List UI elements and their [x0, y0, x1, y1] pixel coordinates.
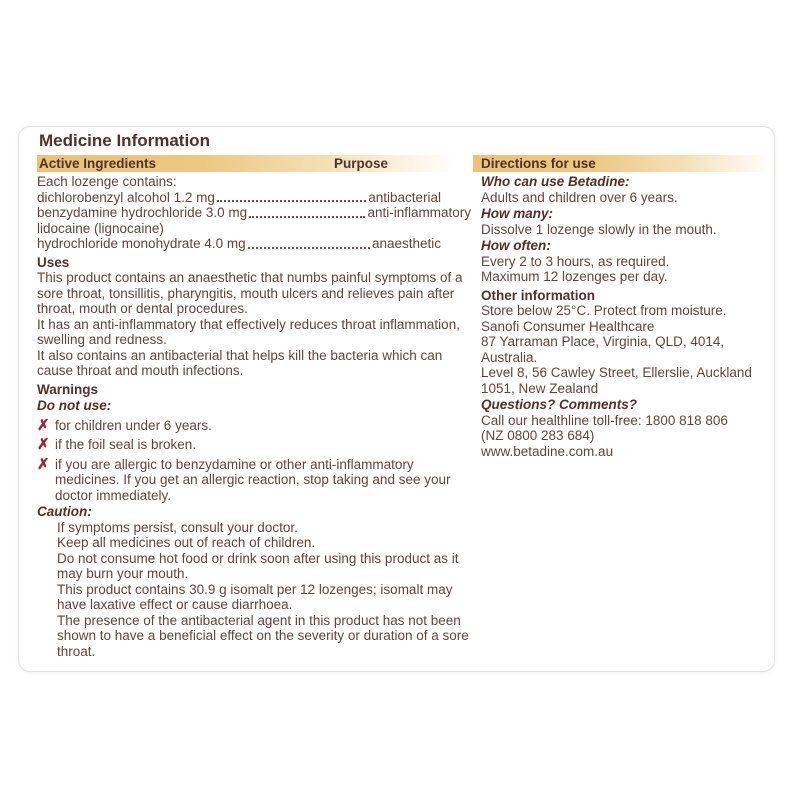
ingredient-row	[37, 205, 471, 221]
questions-comments-header: Questions? Comments?	[481, 397, 638, 412]
right-column	[473, 155, 773, 659]
uses-paragraph: It has an anti-inflammatory that effectively reduces throat inflammation, swelling and redness.	[37, 316, 460, 347]
ingredient-name: benzydamine hydrochloride 3.0 mg	[37, 205, 248, 220]
ingredient-purpose: anti-inflammatory	[367, 205, 471, 220]
medicine-information-panel	[18, 126, 775, 672]
panel-title: Medicine Information	[39, 131, 210, 150]
other-information-header: Other information	[481, 287, 595, 303]
x-mark-icon: ✗	[37, 416, 50, 434]
other-information-text: Sanofi Consumer Healthcare	[481, 318, 655, 334]
do-not-use-text: for children under 6 years.	[55, 417, 212, 433]
directions-header: Directions for use	[481, 156, 596, 171]
uses-header: Uses	[37, 254, 70, 270]
warnings-header: Warnings	[37, 381, 99, 397]
other-information-text: Level 8, 56 Cawley Street, Ellerslie, Auckland 1051, New Zealand	[481, 365, 752, 396]
ingredient-row	[37, 221, 471, 237]
directions-content	[473, 174, 773, 459]
ingredient-name: hydrochloride monohydrate 4.0 mg	[37, 236, 246, 251]
x-mark-icon: ✗	[37, 455, 50, 473]
do-not-use-text: if you are allergic to benzydamine or other anti-inflammatory medicines. If you get an allergic reaction, stop taking and see your doctor immediately.	[55, 456, 451, 503]
website-text: www.betadine.com.au	[481, 443, 614, 459]
do-not-use-text: if the foil seal is broken.	[55, 437, 197, 452]
ingredients-intro: Each lozenge contains:	[37, 174, 177, 189]
active-ingredients-header-bar	[37, 155, 454, 172]
ingredient-purpose: antibacterial	[368, 189, 441, 205]
uses-paragraph: This product contains an anaesthetic that numbs painful symptoms of a sore throat, tonsillitis, pharyngitis, mouth ulcers and relieves pain after throat, mouth or dental procedures.	[37, 270, 463, 316]
columns	[37, 155, 774, 659]
caution-list	[57, 520, 471, 660]
healthline-text: Call our healthline toll-free: 1800 818 806	[481, 412, 728, 428]
caution-item: Do not consume hot food or drink soon after using this product as it may burn your mouth.	[57, 550, 459, 581]
ingredient-row	[37, 190, 441, 206]
x-mark-icon: ✗	[37, 436, 50, 453]
uses-paragraph: It also contains an antibacterial that helps kill the bacteria which can cause throat and mouth infections.	[37, 347, 443, 378]
ingredient-purpose: anaesthetic	[371, 236, 441, 251]
how-many-header: How many:	[481, 206, 554, 221]
purpose-header: Purpose	[334, 156, 389, 171]
caution-header: Caution:	[37, 504, 92, 519]
how-many-text: Dissolve 1 lozenge slowly in the mouth.	[481, 221, 717, 237]
how-often-text: Every 2 to 3 hours, as required.	[481, 253, 670, 269]
who-can-use-text: Adults and children over 6 years.	[481, 189, 678, 205]
how-often-header: How often:	[481, 238, 551, 253]
directions-header-bar	[473, 155, 773, 172]
do-not-use-item	[37, 437, 471, 453]
ingredient-name: dichlorobenzyl alcohol 1.2 mg	[37, 189, 215, 205]
active-ingredients-header: Active Ingredients	[39, 156, 157, 171]
do-not-use-item	[37, 457, 471, 504]
caution-item: Keep all medicines out of reach of children.	[57, 535, 316, 550]
ingredient-row	[37, 236, 441, 252]
dotted-leader	[248, 247, 370, 249]
dotted-leader	[249, 216, 365, 218]
who-can-use-header: Who can use Betadine:	[481, 174, 630, 189]
dotted-leader	[217, 200, 366, 202]
do-not-use-item	[37, 418, 471, 434]
do-not-use-header: Do not use:	[37, 398, 112, 413]
left-column	[37, 155, 471, 659]
caution-item: This product contains 30.9 g isomalt per 12 lozenges; isomalt may have laxative effect or cause diarrhoea.	[57, 581, 453, 612]
caution-item: If symptoms persist, consult your doctor.	[57, 519, 298, 535]
other-information-text: Store below 25°C. Protect from moisture.	[481, 303, 727, 318]
ingredient-name: lidocaine (lignocaine)	[37, 220, 164, 236]
other-information-text: 87 Yarraman Place, Virginia, QLD, 4014, Australia.	[481, 334, 725, 365]
caution-item: The presence of the antibacterial agent in this product has not been shown to have a beneficial effect on the severity or duration of a sore throat.	[57, 612, 469, 659]
how-often-text: Maximum 12 lozenges per day.	[481, 269, 668, 284]
healthline-nz-text: (NZ 0800 283 684)	[481, 428, 595, 443]
